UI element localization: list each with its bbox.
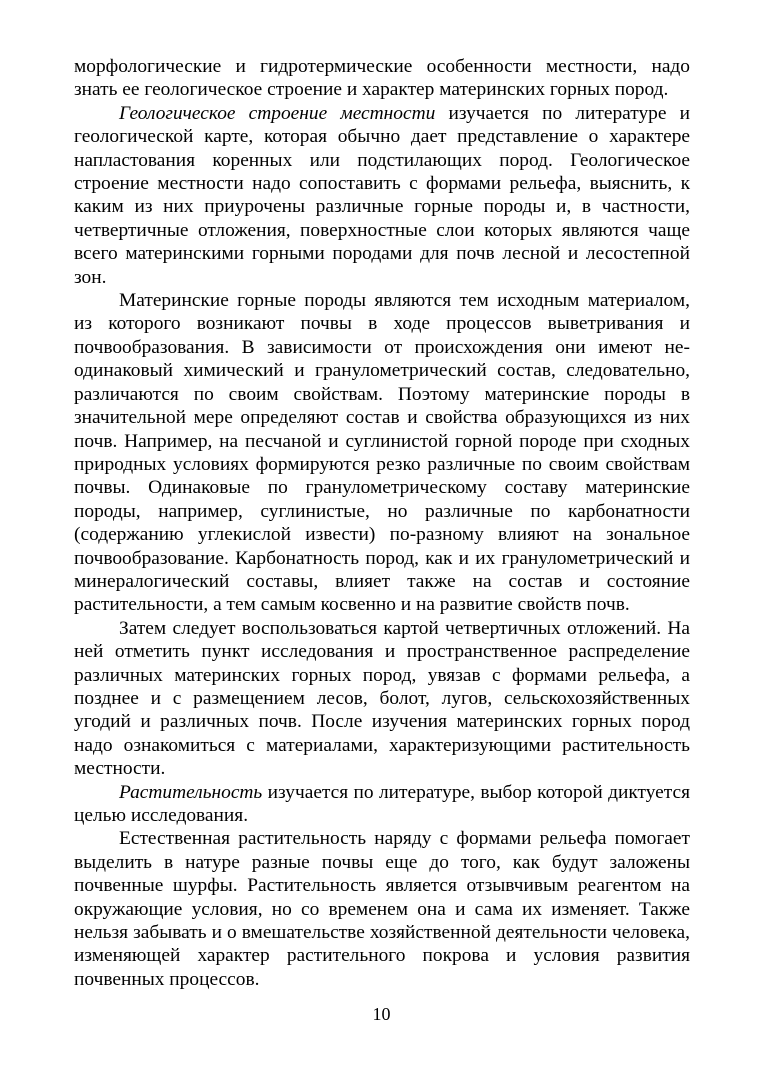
paragraph-4-text: Затем следует воспользоваться картой четвертичных отложений. На ней отметить пункт исследования и пространственное распределение различных материнских горных пород, увязав с формами рельефа, а позднее и с размещением лесов, болот, лугов, сельскохозяйственных угодий и различных почв. После изучения материнских горных пород надо ознакомиться с материалами, характеризующими растительность местности. bbox=[74, 617, 690, 780]
page-body bbox=[74, 55, 690, 991]
paragraph-5-text: изучается по литературе, выбор которой диктуется целью исследования. bbox=[74, 781, 690, 826]
paragraph-2-text: изучается по литературе и геологической карте, которая обычно дает представление о характере напластования коренных или подстилающих пород. Геологическое строение местности надо сопоставить с формами рельефа, выяснить, к каким из них приурочены различные горные породы и, в частности, четвертичные отложения, поверхностные слои которых являются чаще всего материнскими горными породами для почв лесной и лесостепной зон. bbox=[74, 102, 691, 288]
paragraph-4 bbox=[74, 617, 690, 781]
paragraph-6 bbox=[74, 827, 690, 991]
paragraph-5 bbox=[74, 781, 690, 828]
paragraph-3-text: Материнские горные породы являются тем исходным материалом, из которого возникают почвы в ходе процессов выветривания и почвообразования. В зависимости от происхождения они имеют неодинаковый химический и гранулометрический состав, следовательно, различаются по своим свойствам. Поэтому материнские породы в значительной мере определяют состав и свойства образующихся из них почв. Например, на песчаной и суглинистой горной породе при сходных природных условиях формируются резко различные по своим свойствам почвы. Одинаковые по гранулометрическому составу материнские породы, например, суглинистые, но различные по карбонатности (содержанию углекислой извести) по-разному влияют на зональное почвообразование. Карбонатность пород, как и их гранулометрический и минералогический составы, влияет также на состав и состояние растительности, а тем самым косвенно и на развитие свойств почв. bbox=[74, 290, 690, 616]
page-number: 10 bbox=[372, 1004, 391, 1024]
paragraph-3 bbox=[74, 289, 690, 617]
paragraph-5-term: Растительность bbox=[119, 781, 263, 803]
paragraph-1-text: морфологические и гидротермические особенности местности, надо знать ее геологическое строение и характер материнских горных пород. bbox=[74, 56, 690, 101]
paragraph-2-term: Геологическое строение местности bbox=[119, 102, 436, 124]
paragraph-1 bbox=[74, 55, 690, 102]
paragraph-6-text: Естественная растительность наряду с формами рельефа помогает выделить в натуре разные почвы еще до того, как будут заложены почвенные шурфы. Растительность является отзывчивым реагентом на окружающие условия, но со временем она и сама их изменяет. Также нельзя забывать и о вмешательстве хозяйственной деятельности человека, изменяющей характер растительного покрова и условия развития почвенных процессов. bbox=[74, 828, 690, 990]
paragraph-2 bbox=[74, 102, 690, 289]
